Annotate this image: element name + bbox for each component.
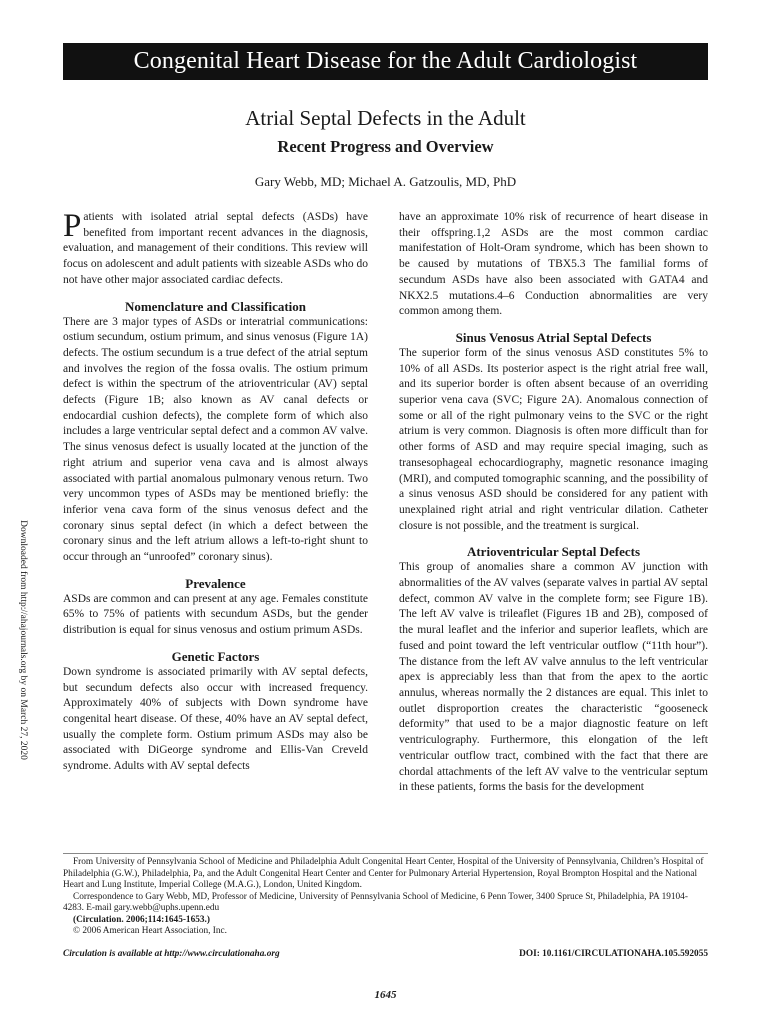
download-side-note <box>16 520 30 760</box>
right-column <box>399 210 708 796</box>
page-number: 1645 <box>374 989 397 1001</box>
correspondence-note: Correspondence to Gary Webb, MD, Professor of Medicine, University of Pennsylvania School of Medicine, 6 Penn Tower, 3400 Spruce St, Philadelphia, PA 19104-4283. E-mail gary.webb@uphs.upenn.edu <box>63 891 688 913</box>
section-heading: Genetic Factors <box>171 648 260 664</box>
download-side-note-text: Downloaded from http://ahajournals.org by on March 27, 2020 <box>18 520 29 760</box>
section-heading: Sinus Venosus Atrial Septal Defects <box>455 329 652 345</box>
citation-note: (Circulation. 2006;114:1645-1653.) <box>73 914 210 925</box>
affiliation-note: From University of Pennsylvania School of Medicine and Philadelphia Adult Congenital Heart Center, Hospital of the University of Pennsylvania, Children’s Hospital of Philadelphia (G.W.), Philadelphia, Pa, and the Adult Congenital Heart Center and Center for Pulmonary Arterial Hypertension, Royal Brompton Hospital and the National Heart and Lung Institute, Imperial College (M.A.G.), London, United Kingdom. <box>63 857 704 890</box>
section-body: Down syndrome is associated primarily with AV septal defects, but secundum defects also occur with increased frequency. Approximately 40% of subjects with Down syndrome have congenital heart disease. Of these, 40% have an AV septal defect, usually the complete form. Ostium primum ASDs may also be associated with DiGeorge syndrome and Ellis-Van Creveld syndrome. Adults with AV septal defects <box>63 665 368 773</box>
journal-availability: Circulation is available at http://www.circulationaha.org <box>63 949 280 959</box>
section-body: The superior form of the sinus venosus ASD constitutes 5% to 10% of all ASDs. Its posterior aspect is the right atrial free wall, and its superior border is often absent because of an overriding superior vena cava (SVC; Figure 2A). Anomalous connection of some or all of the right pulmonary veins to the SVC or the right atrium is very common. Diagnosis is often more difficult than for other forms of ASD and may require special imaging, such as transesophageal echocardiography, magnetic resonance imaging (MRI), and computed tomographic scanning, and the possibility of a sinus venosus ASD should be considered for any patient with unexplained right atrial and right ventricular dilation. Catheter closure is not possible, and the treatment is surgical. <box>399 346 708 532</box>
section-body: There are 3 major types of ASDs or interatrial communications: ostium secundum, ostium primum, and sinus venosus (Figure 1A) defects. The ostium secundum is a true defect of the atrial septum and involves the region of the fossa ovalis. The ostium primum defect is within the spectrum of the atrioventricular (AV) septal defects (Figure 1B; also known as AV canal defects or endocardial cushion defects), the complete form of which also includes a large ventricular septal defect and a common AV valve. The sinus venosus defect is usually located at the junction of the right atrium and superior vena cava and is almost always associated with partial anomalous pulmonary venous return. Two very uncommon types of ASDs may be mentioned briefly: the inferior vena cava form of the sinus venosus defect and the coronary sinus septal defect (in which a defect between the coronary sinus and the left atrium allows a left-to-right shunt to occur through an “unroofed” coronary sinus). <box>63 315 368 564</box>
article-authors: Gary Webb, MD; Michael A. Gatzoulis, MD, PhD <box>254 174 517 189</box>
footnotes <box>63 857 708 938</box>
drop-cap: P <box>63 208 82 244</box>
section-heading: Prevalence <box>185 575 246 591</box>
doi-text: DOI: 10.1161/CIRCULATIONAHA.105.592055 <box>519 949 708 959</box>
intro-paragraph <box>63 210 368 289</box>
article-subtitle: Recent Progress and Overview <box>277 137 494 156</box>
intro-text: atients with isolated atrial septal defects (ASDs) have benefited from important recent advances in the diagnosis, evaluation, and management of their conditions. This review will focus on adolescent and adult patients with sizeable ASDs who do not have other major associated cardiac defects. <box>63 211 368 286</box>
section-heading: Atrioventricular Septal Defects <box>466 544 641 560</box>
banner-text: Congenital Heart Disease for the Adult Cardiologist <box>133 48 638 74</box>
continuation-paragraph: have an approximate 10% risk of recurrence of heart disease in their offspring.1,2 ASDs are the most common cardiac manifestation of Holt-Oram syndrome, which has been shown to be caused by mutations of TBX5.3 The familial forms of secundum ASDs have also been associated with GATA4 and NKX2.5 mutations.4–6 Conduction abnormalities are very common among them. <box>399 211 708 318</box>
footnote-divider <box>63 853 708 854</box>
section-body: ASDs are common and can present at any age. Females constitute 65% to 75% of patients with secundum ASDs, but the gender distribution is equal for sinus venosus and ostium primum ASDs. <box>63 592 368 637</box>
left-column <box>63 210 368 775</box>
copyright-note: © 2006 American Heart Association, Inc. <box>73 926 227 936</box>
section-heading: Nomenclature and Classification <box>124 298 307 314</box>
section-body: This group of anomalies share a common AV junction with abnormalities of the AV valves (separate valves in partial AV septal defect, common AV valve in the complete form; see Figure 1B). The left AV valve is trileaflet (Figures 1B and 2B), composed of the mural leaflet and the inferior and superior leaflets, which are fused and point toward the left ventricular outflow (“11th hour”). The distance from the left AV valve annulus to the left ventricular apex is appreciably less than that from the apex to the aortic annulus, whereas normally the 2 distances are equal. This inlet to outlet disproportion creates the characteristic “gooseneck deformity” that used to be a major diagnostic feature on left ventriculography. Furthermore, this elongation of the left ventricular outflow tract, combined with the fact that there are chordal attachments of the left AV valve to the ventricular septum in these patients, forms the basis for the development <box>399 561 708 794</box>
journal-series-banner <box>63 43 708 80</box>
availability-line <box>63 949 708 959</box>
article-title: Atrial Septal Defects in the Adult <box>245 106 526 130</box>
